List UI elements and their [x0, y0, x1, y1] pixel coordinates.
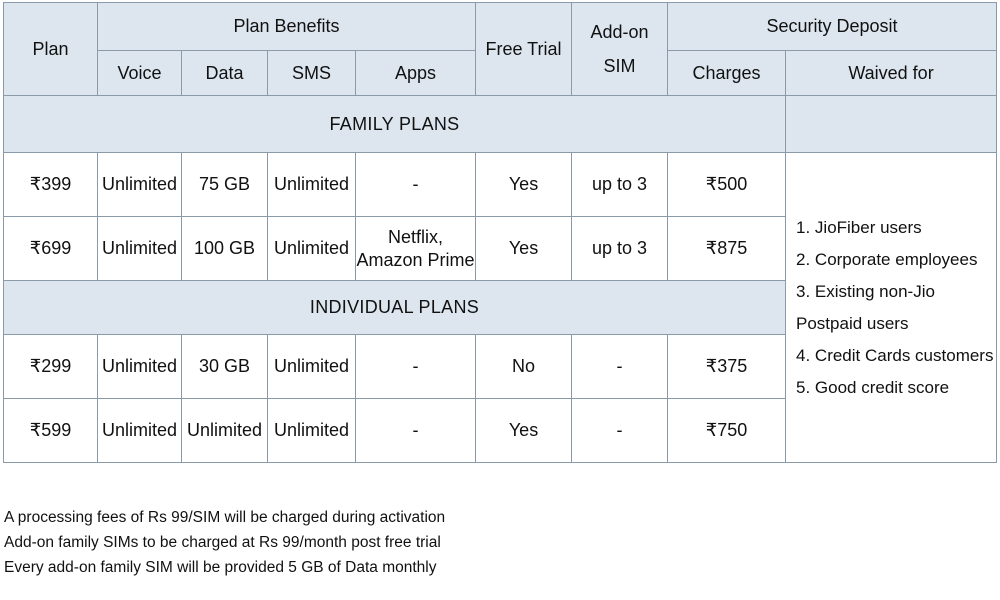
- apps-cell: -: [356, 153, 476, 217]
- family-plans-section: FAMILY PLANS: [4, 96, 786, 153]
- charges-cell: ₹375: [668, 335, 786, 399]
- sms-cell: Unlimited: [268, 335, 356, 399]
- header-free-trial: Free Trial: [476, 3, 572, 96]
- header-plan: Plan: [4, 3, 98, 96]
- sms-cell: Unlimited: [268, 217, 356, 281]
- voice-cell: Unlimited: [98, 399, 182, 463]
- header-voice: Voice: [98, 51, 182, 96]
- footnote: A processing fees of Rs 99/SIM will be charged during activation: [4, 509, 446, 526]
- header-data: Data: [182, 51, 268, 96]
- apps-cell: -: [356, 399, 476, 463]
- addon-cell: -: [572, 399, 668, 463]
- free-trial-cell: No: [476, 335, 572, 399]
- list-item: 2. Corporate employees: [796, 249, 978, 269]
- header-security-deposit: Security Deposit: [668, 3, 997, 51]
- free-trial-cell: Yes: [476, 217, 572, 281]
- header-apps: Apps: [356, 51, 476, 96]
- sms-cell: Unlimited: [268, 399, 356, 463]
- voice-cell: Unlimited: [98, 335, 182, 399]
- table-row: [4, 153, 997, 217]
- plan-price: ₹399: [4, 153, 98, 217]
- addon-cell: up to 3: [572, 217, 668, 281]
- footnotes: [4, 505, 445, 580]
- footnote: Add-on family SIMs to be charged at Rs 99/month post free trial: [4, 534, 441, 551]
- header-waived-for: Waived for: [786, 51, 997, 96]
- list-item: 1. JioFiber users: [796, 217, 922, 237]
- plan-price: ₹599: [4, 399, 98, 463]
- apps-cell: Netflix, Amazon Prime: [356, 217, 476, 281]
- header-addon-sim: Add-on SIM: [572, 3, 668, 96]
- data-cell: 100 GB: [182, 217, 268, 281]
- charges-cell: ₹875: [668, 217, 786, 281]
- addon-cell: -: [572, 335, 668, 399]
- plan-price: ₹299: [4, 335, 98, 399]
- header-plan-benefits: Plan Benefits: [98, 3, 476, 51]
- header-sms: SMS: [268, 51, 356, 96]
- list-item: 4. Credit Cards customers: [796, 345, 994, 365]
- charges-cell: ₹750: [668, 399, 786, 463]
- voice-cell: Unlimited: [98, 153, 182, 217]
- voice-cell: Unlimited: [98, 217, 182, 281]
- waived-for-list: [786, 153, 997, 463]
- data-cell: 75 GB: [182, 153, 268, 217]
- free-trial-cell: Yes: [476, 153, 572, 217]
- plans-table: [3, 2, 997, 463]
- apps-cell: -: [356, 335, 476, 399]
- plan-price: ₹699: [4, 217, 98, 281]
- free-trial-cell: Yes: [476, 399, 572, 463]
- header-charges: Charges: [668, 51, 786, 96]
- list-item: 5. Good credit score: [796, 377, 950, 397]
- addon-cell: up to 3: [572, 153, 668, 217]
- data-cell: Unlimited: [182, 399, 268, 463]
- data-cell: 30 GB: [182, 335, 268, 399]
- charges-cell: ₹500: [668, 153, 786, 217]
- sms-cell: Unlimited: [268, 153, 356, 217]
- list-item: 3. Existing non-Jio: [796, 281, 935, 301]
- section-blank-cell: [786, 96, 997, 153]
- list-item: Postpaid users: [796, 313, 909, 333]
- footnote: Every add-on family SIM will be provided 5 GB of Data monthly: [4, 559, 437, 576]
- individual-plans-section: INDIVIDUAL PLANS: [4, 281, 786, 335]
